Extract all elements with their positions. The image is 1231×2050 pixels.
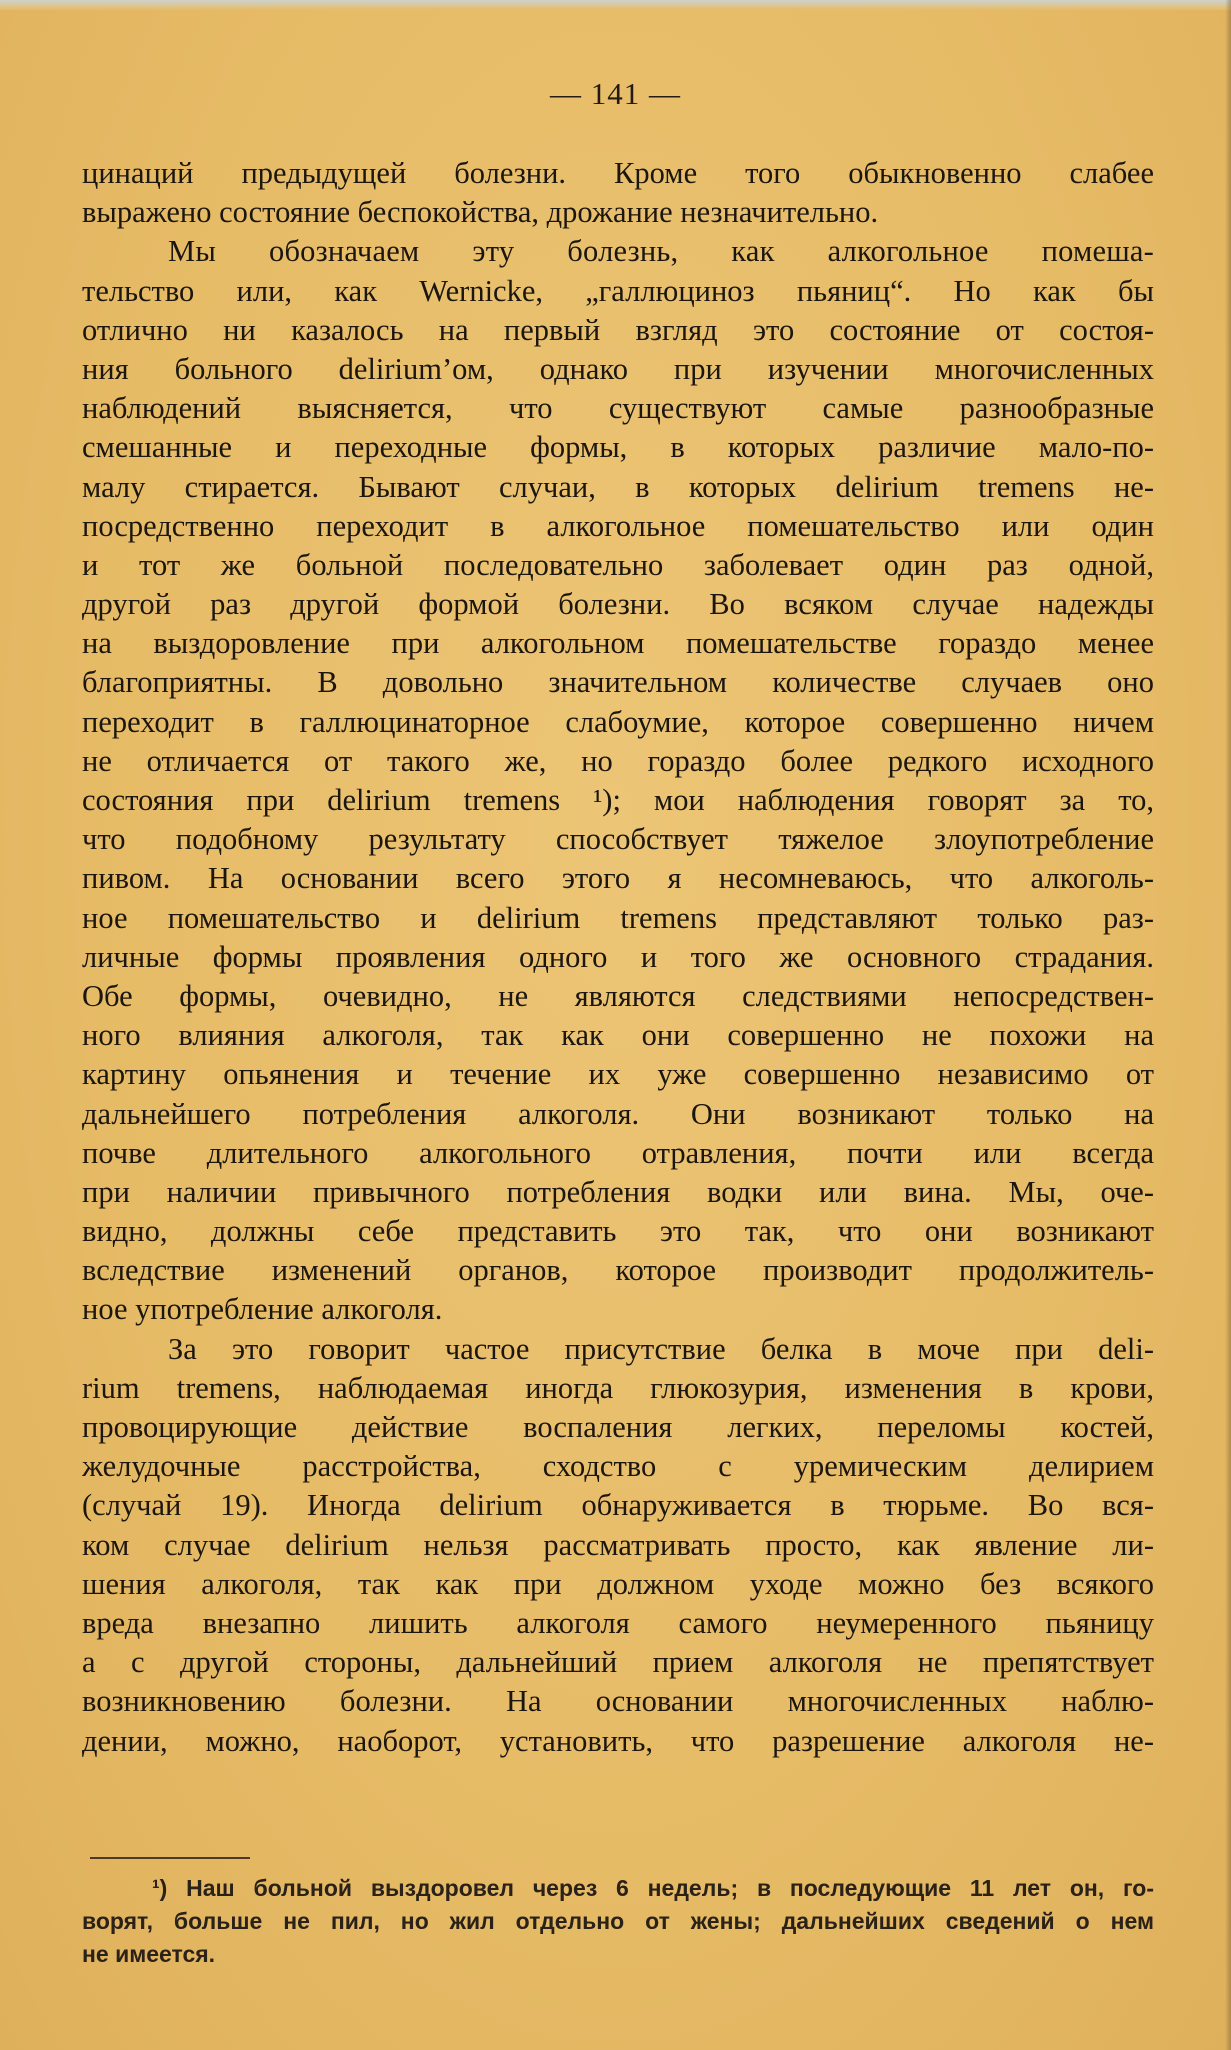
text-line: желудочные расстройства, сходство с уремическим делирием <box>82 1449 1154 1484</box>
text-line: тельство или, как Wernicke, „галлюциноз пьяниц“. Но как бы <box>82 273 1154 308</box>
text-line: и тот же больной последовательно заболевает один раз одной, <box>82 547 1154 582</box>
text-line: на выздоровление при алкогольном помешательстве гораздо менее <box>82 626 1154 661</box>
text-line: ное помешательство и delirium tremens представляют только раз- <box>82 900 1154 935</box>
text-line: посредственно переходит в алкогольное помешательство или один <box>82 508 1154 543</box>
scan-top-edge <box>0 0 1231 10</box>
text-line: ния больного delirium’ом, однако при изучении многочисленных <box>82 351 1154 386</box>
text-line: ное употребление алкоголя. <box>82 1292 443 1327</box>
footnote-line: не имеется. <box>82 1941 216 1967</box>
text-line: состояния при delirium tremens ¹); мои наблюдения говорят за то, <box>82 783 1154 817</box>
text-line: вреда внезапно лишить алкоголя самого неумеренного пьяницу <box>82 1605 1154 1640</box>
text-line: отлично ни казалось на первый взгляд это состояние от состоя- <box>82 312 1154 347</box>
text-line: провоцирующие действие воспаления легких, переломы костей, <box>82 1410 1154 1444</box>
text-line: другой раз другой формой болезни. Во всяком случае надежды <box>82 587 1154 622</box>
text-line: Обе формы, очевидно, не являются следствиями непосредствен- <box>82 978 1154 1013</box>
text-line: почве длительного алкогольного отравления, почти или всегда <box>82 1135 1154 1170</box>
text-line: видно, должны себе представить это так, что они возникают <box>82 1214 1154 1249</box>
text-line: картину опьянения и течение их уже совершенно независимо от <box>82 1057 1154 1092</box>
page-edge-shadow <box>1225 0 1231 2050</box>
text-line: (случай 19). Иногда delirium обнаруживается в тюрьме. Во вся- <box>82 1488 1154 1523</box>
text-line: вследствие изменений органов, которое производит продолжитель- <box>82 1253 1154 1288</box>
text-line: малу стирается. Бывают случаи, в которых delirium tremens не- <box>82 469 1154 504</box>
text-line: переходит в галлюцинаторное слабоумие, которое совершенно ничем <box>82 704 1154 739</box>
footnote-line: ¹) Наш больной выздоровел через 6 недель; в последующие 11 лет он, го- <box>152 1875 1154 1901</box>
text-line: наблюдений выясняется, что существуют самые разнообразные <box>82 391 1154 426</box>
text-line: не отличается от такого же, но гораздо более редкого исходного <box>82 743 1154 778</box>
text-line: ного влияния алкоголя, так как они совершенно не похожи на <box>82 1018 1154 1053</box>
text-line: при наличии привычного потребления водки или вина. Мы, оче- <box>82 1174 1154 1209</box>
text-line: Мы обозначаем эту болезнь, как алкогольное помеша- <box>168 234 1154 269</box>
text-line: возникновению болезни. На основании многочисленных наблю- <box>82 1684 1154 1719</box>
text-line: а с другой стороны, дальнейший прием алкоголя не препятствует <box>82 1645 1154 1680</box>
footnote-line: ворят, больше не пил, но жил отдельно от жены; дальнейших сведений о нем <box>82 1908 1154 1934</box>
page-number: — 141 — <box>550 76 681 111</box>
body-text <box>82 154 1154 1761</box>
text-line: rium tremens, наблюдаемая иногда глюкозурия, изменения в крови, <box>82 1370 1154 1405</box>
text-line: благоприятны. В довольно значительном количестве случаев оно <box>82 665 1154 700</box>
text-line: шения алкоголя, так как при должном уходе можно без всякого <box>82 1566 1154 1601</box>
text-line: За это говорит частое присутствие белка в моче при deli- <box>168 1331 1154 1366</box>
text-line: смешанные и переходные формы, в которых различие мало-по- <box>82 430 1154 465</box>
text-line: ком случае delirium нельзя рассматривать просто, как явление ли- <box>82 1527 1154 1562</box>
text-line: дальнейшего потребления алкоголя. Они возникают только на <box>82 1096 1154 1131</box>
text-line: выражено состояние беспокойства, дрожание незначительно. <box>82 195 879 230</box>
footnote-divider <box>90 1857 250 1859</box>
text-line: цинаций предыдущей болезни. Кроме того обыкновенно слабее <box>82 156 1154 190</box>
text-line: что подобному результату способствует тяжелое злоупотребление <box>82 822 1154 857</box>
footnotes <box>82 1872 1154 1971</box>
text-line: пивом. На основании всего этого я несомневаюсь, что алкоголь- <box>82 861 1154 896</box>
text-line: личные формы проявления одного и того же основного страдания. <box>82 939 1154 974</box>
text-line: дении, можно, наоборот, установить, что разрешение алкоголя не- <box>82 1723 1154 1758</box>
